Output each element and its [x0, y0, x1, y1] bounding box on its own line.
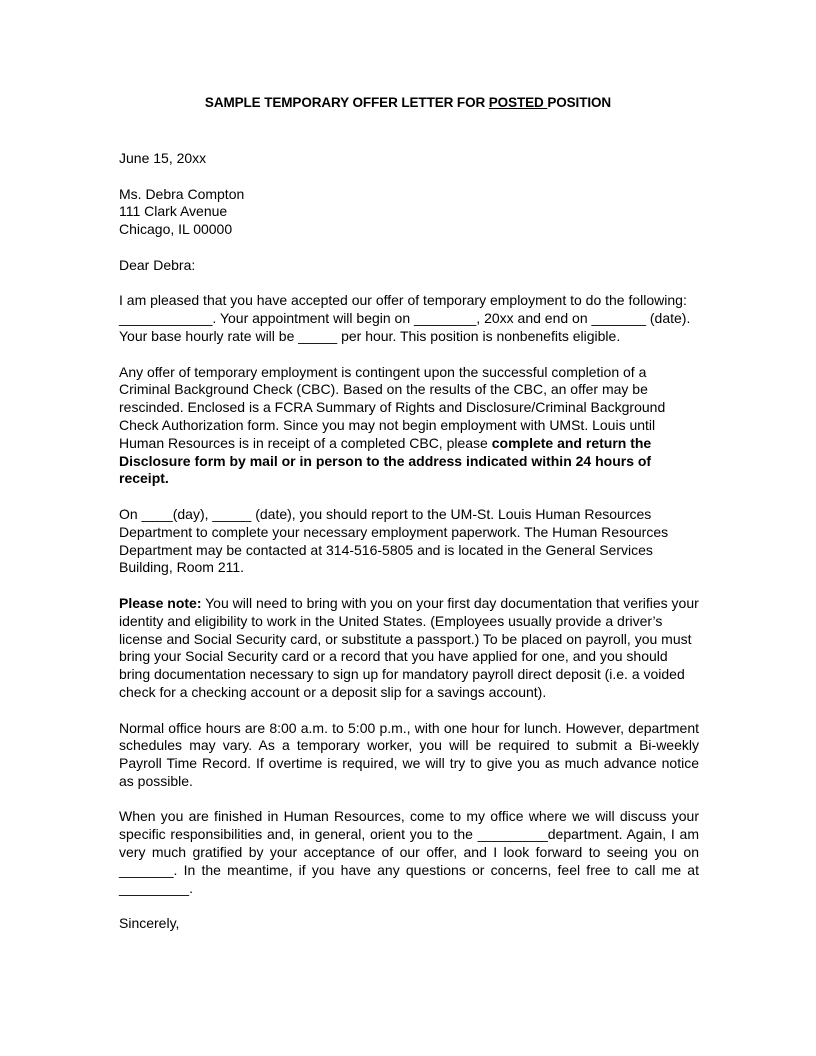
- paragraph-report-date: On ____(day), _____ (date), you should report to the UM-St. Louis Human Resources Department to complete your necessary employment paperwork. The Human Resources Department may be contacted at 314-516-5805 and is located in the General Services Building, Room 211.: [119, 505, 669, 576]
- title-underlined: POSTED: [488, 95, 548, 110]
- title-suffix: POSITION: [547, 95, 612, 110]
- closing: Sincerely,: [119, 915, 180, 932]
- paragraph-please-note: [119, 595, 699, 702]
- recipient-name: Ms. Debra Compton: [119, 185, 245, 202]
- paragraph-office-hours: Normal office hours are 8:00 a.m. to 5:00 p.m., with one hour for lunch. However, department schedules may vary. As a temporary worker, you will be required to submit a Bi-weekly Payroll Time Record. If overtime is required, we will try to give you as much advance notice as possible.: [119, 719, 699, 789]
- recipient-address: [119, 186, 699, 239]
- please-note-label: Please note:: [119, 594, 202, 611]
- title-prefix: SAMPLE TEMPORARY OFFER LETTER FOR: [204, 95, 489, 110]
- letter-title: [0, 95, 816, 110]
- background-check-text: Any offer of temporary employment is contingent upon the successful completion of a Criminal Background Check (CBC). Based on the results of the CBC, an offer may be rescinded. Enclosed is a FCRA Summary of Rights and Disclosure/Criminal Background Check Authorization form. Since you may not begin employment with UMSt. Louis until Human Resources is in receipt of a completed CBC, please: [119, 363, 666, 451]
- paragraph-background-check: [119, 364, 699, 489]
- letter-body: [119, 150, 699, 951]
- recipient-street: 111 Clark Avenue: [119, 203, 228, 220]
- letter-date: June 15, 20xx: [119, 150, 207, 166]
- paragraph-closing-remarks: When you are finished in Human Resources, come to my office where we will discuss your specific responsibilities and, in general, orient you to the _________department. Again, I am very much gratified by your acceptance of our offer, and I look forward to seeing you on _______. In the meantime, if you have any questions or concerns, feel free to call me at _________.: [119, 808, 699, 896]
- please-note-text: You will need to bring with you on your first day documentation that verifies your identity and eligibility to work in the United States. (Employees usually provide a driver’s license and Social Security card, or substitute a passport.) To be placed on payroll, you must bring your Social Security card or a record that you have applied for one, and you should bring documentation necessary to sign up for mandatory payroll direct deposit (i.e. a voided check for a checking account or a deposit slip for a savings account).: [119, 594, 699, 700]
- salutation: Dear Debra:: [119, 256, 196, 273]
- background-check-instruction: complete and return the Disclosure form by mail or in person to the address indicated within 24 hours of receipt.: [119, 434, 652, 487]
- paragraph-offer: I am pleased that you have accepted our offer of temporary employment to do the following: ____________. Your appointment will begin on ________, 20xx and end on _______ (date). Your base hourly rate will be _____ per hour. This position is nonbenefits eligible.: [119, 292, 691, 344]
- recipient-city: Chicago, IL 00000: [119, 221, 233, 238]
